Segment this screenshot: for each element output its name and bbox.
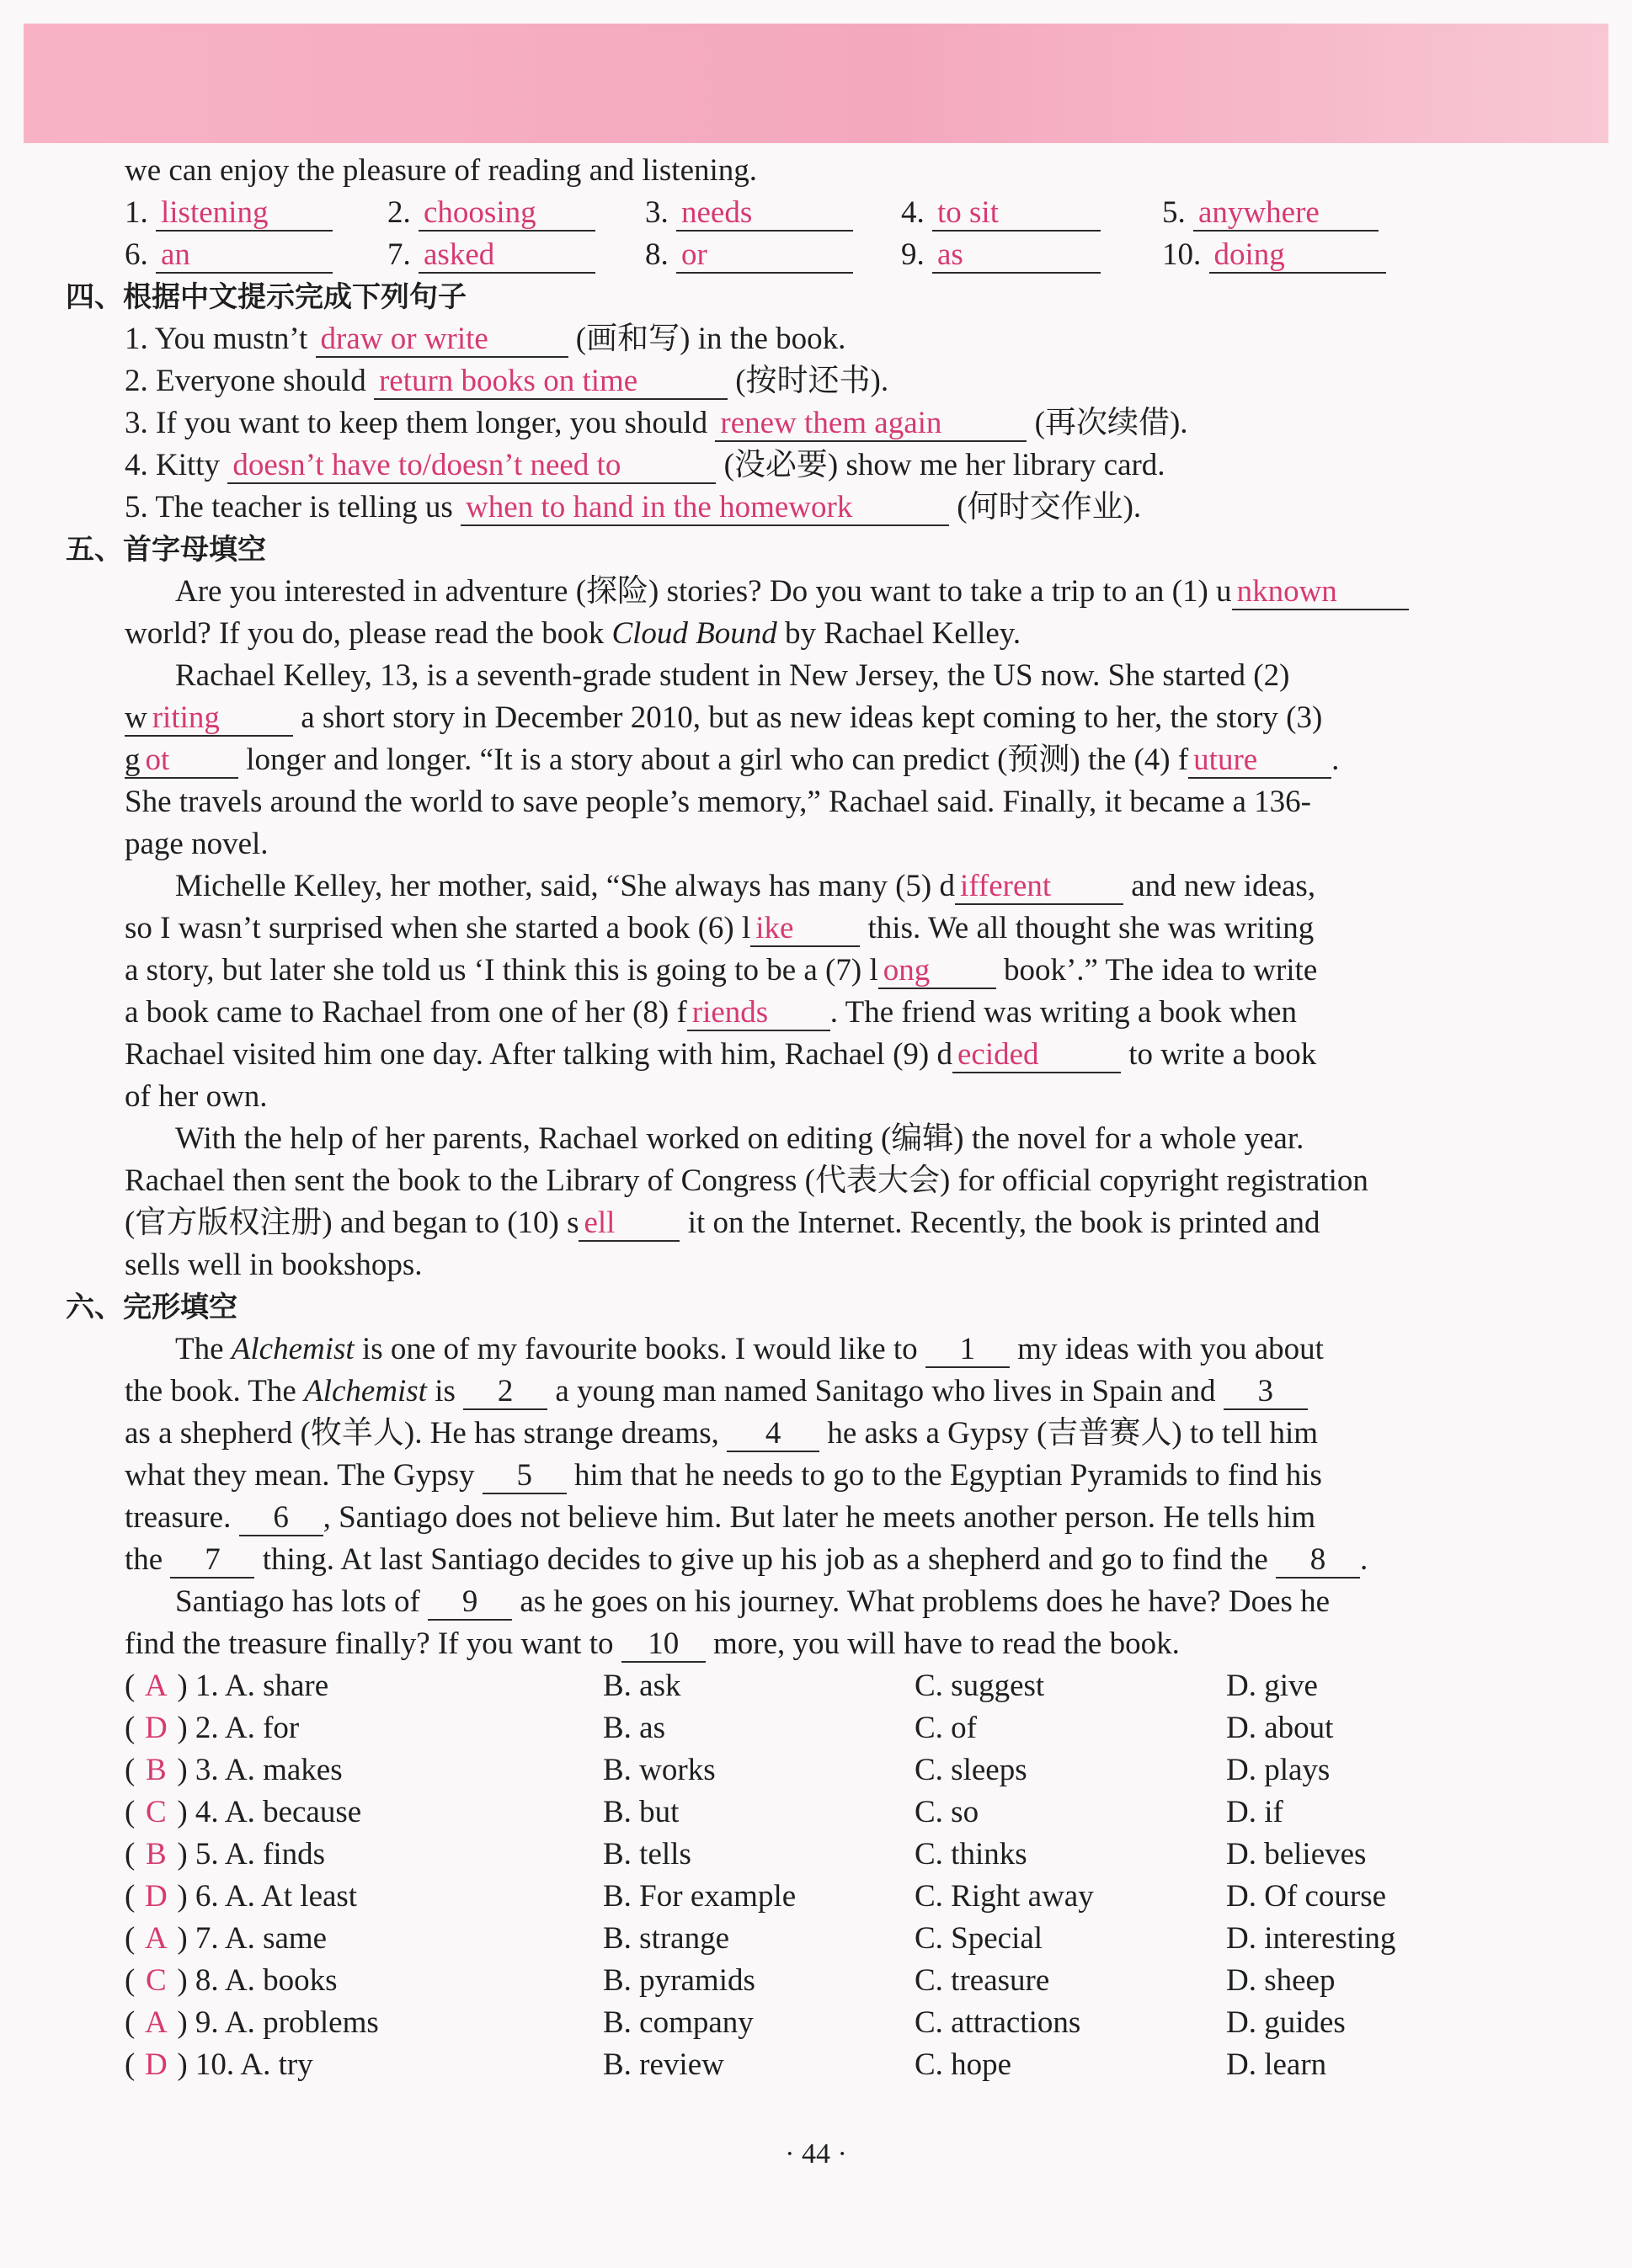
fill-blank: 10	[621, 1627, 706, 1663]
passage-line	[125, 1076, 1489, 1118]
answer-text: ecided	[957, 1037, 1039, 1072]
answer-text: anywhere	[1198, 195, 1320, 230]
text-span: is	[426, 1374, 464, 1408]
text-span: longer and longer. “It is a story about a girl who can predict (预测) the (4) f	[238, 743, 1189, 777]
text-span: thing. At last Santiago decides to give up his job as a shepherd and go to find the	[254, 1542, 1277, 1577]
text-span: C. treasure	[915, 1963, 1050, 1998]
text-span: and new ideas,	[1123, 869, 1316, 903]
text-span: . The friend was writing a book when	[829, 995, 1297, 1030]
text-span: ) 3. A. makes	[177, 1753, 343, 1787]
answer-item	[645, 192, 853, 234]
answer-text: riends	[691, 995, 769, 1030]
cloze-line	[125, 1371, 1489, 1413]
text-span: ( D ) 10. A. try	[125, 2044, 313, 2086]
text-span: D. about	[1226, 1711, 1334, 1745]
text-span: my ideas with you about	[1009, 1332, 1324, 1366]
text-span: ) 9. A. problems	[177, 2005, 379, 2040]
text-span: .	[1360, 1542, 1368, 1577]
fill-blank	[932, 196, 1101, 232]
text-span: D. believes	[1226, 1837, 1367, 1871]
answer-row-2	[125, 234, 1489, 276]
text-span: ( A ) 1. A. share	[125, 1665, 328, 1707]
text-span: we can enjoy the pleasure of reading and listening.	[125, 153, 758, 188]
text-span: C. attractions	[915, 2005, 1081, 2040]
fill-blank	[125, 743, 238, 779]
text-span: C. Special	[915, 1921, 1043, 1956]
text-span: D. guides	[1226, 2005, 1346, 2040]
fill-blank	[227, 449, 716, 484]
text-span: as he goes on his journey. What problems does he have? Does he	[512, 1584, 1331, 1619]
answer-text: ong	[883, 953, 931, 988]
text-span: of her own.	[125, 1079, 268, 1114]
answer-text: nknown	[1236, 574, 1337, 609]
passage-line	[125, 655, 1489, 697]
option-row	[125, 2044, 1489, 2086]
top-line	[125, 150, 1489, 192]
passage-line	[125, 950, 1489, 992]
text-span: ( D ) 6. A. At least	[125, 1876, 357, 1918]
option-row	[125, 1834, 1489, 1876]
passage-line	[125, 571, 1489, 613]
text-span: Cloud Bound	[611, 616, 777, 651]
passage-line	[125, 865, 1489, 908]
sentence-item	[125, 318, 1489, 360]
option-row	[125, 1707, 1489, 1749]
option-row	[125, 1876, 1489, 1918]
text-span: 4.	[901, 195, 925, 230]
text-span: 5.	[1162, 195, 1186, 230]
text-span: Michelle Kelley, her mother, said, “She always has many (5) d	[175, 869, 955, 903]
text-span: a young man named Sanitago who lives in Spain and	[547, 1374, 1224, 1408]
answer-item	[1162, 234, 1386, 276]
fill-blank	[687, 996, 830, 1031]
sentence-item	[125, 445, 1489, 487]
text-span: (画和写) in the book.	[568, 322, 846, 356]
text-span: 5. The teacher is telling us	[125, 490, 461, 524]
text-span: Alchemist	[231, 1332, 355, 1366]
option-row	[125, 1918, 1489, 1960]
fill-blank	[374, 365, 728, 400]
fill-blank	[419, 238, 595, 274]
answer-item	[387, 234, 595, 276]
answer-text: B	[145, 1837, 167, 1871]
option-row	[125, 1960, 1489, 2002]
text-span: D. sheep	[1226, 1963, 1336, 1998]
text-span: D. learn	[1226, 2047, 1327, 2082]
text-span: The	[175, 1332, 232, 1366]
fill-blank	[316, 322, 568, 358]
cloze-line	[125, 1581, 1489, 1623]
fill-blank	[156, 196, 333, 232]
text-span: to write a book	[1120, 1037, 1317, 1072]
text-span: ( C ) 4. A. because	[125, 1792, 361, 1834]
fill-blank	[156, 238, 333, 274]
text-span: (再次续借).	[1027, 406, 1188, 440]
text-span: Rachael then sent the book to the Library of Congress (代表大会) for official copyright registration	[125, 1163, 1368, 1198]
answer-text: to sit	[937, 195, 999, 230]
answer-text: A	[144, 2005, 168, 2040]
text-span: ) 7. A. same	[177, 1921, 328, 1956]
text-span: ) 4. A. because	[177, 1795, 362, 1829]
text-span: She travels around the world to save people’s memory,” Rachael said. Finally, it became a 136-	[125, 785, 1311, 819]
text-span: (何时交作业).	[949, 490, 1142, 524]
text-span: D. if	[1226, 1795, 1283, 1829]
answer-text: A	[144, 1921, 168, 1956]
answer-text: D	[144, 1711, 168, 1745]
text-span: Santiago has lots of	[175, 1584, 429, 1619]
passage-line	[125, 1034, 1489, 1076]
cloze-line	[125, 1623, 1489, 1665]
answer-text: choosing	[424, 195, 536, 230]
fill-blank: 5	[483, 1459, 567, 1494]
text-span: B. but	[603, 1795, 680, 1829]
text-span: B. tells	[603, 1837, 691, 1871]
text-span: D. interesting	[1226, 1921, 1396, 1956]
fill-blank: 4	[727, 1417, 819, 1452]
text-span: B. review	[603, 2047, 724, 2082]
text-span: a story, but later she told us ‘I think this is going to be a (7) l	[125, 953, 878, 988]
text-span: 1. You mustn’t	[125, 322, 316, 356]
worksheet-content	[66, 150, 1489, 2086]
passage-line	[125, 1202, 1489, 1244]
fill-blank: 2	[463, 1375, 547, 1410]
passage-line	[125, 697, 1489, 739]
page-number: · 44 ·	[785, 2138, 847, 2170]
text-span: book’.” The idea to write	[995, 953, 1318, 988]
text-span: With the help of her parents, Rachael worked on editing (编辑) the novel for a whole year.	[175, 1121, 1304, 1156]
answer-text: ot	[145, 743, 170, 777]
text-span: is one of my favourite books. I would like to	[354, 1332, 925, 1366]
answer-text: C	[145, 1963, 167, 1998]
answer-text: an	[161, 237, 190, 272]
cloze-line	[125, 1539, 1489, 1581]
fill-blank	[125, 701, 293, 737]
fill-blank	[676, 238, 853, 274]
answer-item	[1162, 192, 1379, 234]
passage-line	[125, 992, 1489, 1034]
fill-blank: 6	[239, 1501, 323, 1536]
fill-blank	[1193, 196, 1379, 232]
answer-text: ell	[584, 1206, 616, 1240]
passage-line	[125, 781, 1489, 823]
option-row	[125, 1749, 1489, 1792]
answer-row-1	[125, 192, 1489, 234]
text-span: 10.	[1162, 237, 1202, 272]
answer-item	[901, 192, 1101, 234]
passage-line	[125, 1160, 1489, 1202]
text-span: 五、首字母填空	[66, 533, 266, 567]
text-span: C. so	[915, 1795, 979, 1829]
option-row	[125, 1665, 1489, 1707]
text-span: ( B ) 5. A. finds	[125, 1834, 325, 1876]
text-span: ( B ) 3. A. makes	[125, 1749, 343, 1792]
text-span: 7.	[387, 237, 411, 272]
passage-line	[125, 908, 1489, 950]
answer-text: C	[145, 1795, 167, 1829]
text-span: by Rachael Kelley.	[776, 616, 1021, 651]
answer-text: draw or write	[320, 322, 488, 356]
fill-blank	[878, 954, 996, 989]
fill-blank	[1188, 743, 1331, 779]
text-span: 4. Kitty	[125, 448, 228, 482]
text-span: 6.	[125, 237, 148, 272]
answer-text: doesn’t have to/doesn’t need to	[232, 448, 621, 482]
text-span: C. sleeps	[915, 1753, 1027, 1787]
text-span: he asks a Gypsy (吉普赛人) to tell him	[819, 1416, 1319, 1451]
answer-item	[125, 234, 333, 276]
text-span: B. For example	[603, 1879, 797, 1914]
answer-text: needs	[681, 195, 753, 230]
text-span: B. ask	[603, 1669, 681, 1703]
text-span: ) 8. A. books	[177, 1963, 338, 1998]
answer-text: ike	[755, 911, 794, 945]
answer-text: or	[681, 237, 707, 272]
answer-item	[387, 192, 595, 234]
passage-line	[125, 1118, 1489, 1160]
text-span: C. Right away	[915, 1879, 1094, 1914]
section-heading-6	[66, 1286, 1489, 1328]
options-list	[125, 1665, 1489, 2086]
option-row	[125, 1792, 1489, 1834]
text-span: D. plays	[1226, 1753, 1331, 1787]
answer-text: return books on time	[378, 364, 638, 398]
text-span: world? If you do, please read the book	[125, 616, 612, 651]
text-span: the book. The	[125, 1374, 305, 1408]
fill-blank	[461, 491, 949, 526]
section-heading-4	[66, 276, 1489, 318]
text-span: treasure.	[125, 1500, 239, 1535]
fill-blank: 3	[1224, 1375, 1308, 1410]
answer-item	[125, 192, 333, 234]
text-span: , Santiago does not believe him. But later he meets another person. He tells him	[323, 1500, 1316, 1535]
answer-text: listening	[161, 195, 269, 230]
text-span: 3. If you want to keep them longer, you should	[125, 406, 716, 440]
cloze-line	[125, 1497, 1489, 1539]
text-span: Rachael Kelley, 13, is a seventh-grade student in New Jersey, the US now. She started (2)	[175, 658, 1290, 693]
text-span: (按时还书).	[727, 364, 889, 398]
text-span: B. strange	[603, 1921, 730, 1956]
answer-text: doing	[1213, 237, 1285, 272]
text-span: 8.	[645, 237, 669, 272]
text-span: C. of	[915, 1711, 977, 1745]
text-span: C. suggest	[915, 1669, 1045, 1703]
text-span: 四、根据中文提示完成下列句子	[66, 280, 467, 314]
text-span: so I wasn’t surprised when she started a book (6) l	[125, 911, 751, 945]
answer-text: when to hand in the homework	[466, 490, 853, 524]
fill-blank	[715, 407, 1027, 442]
text-span: what they mean. The Gypsy	[125, 1458, 483, 1493]
answer-text: D	[144, 2047, 168, 2082]
text-span: page novel.	[125, 827, 269, 861]
text-span: sells well in bookshops.	[125, 1248, 423, 1282]
answer-item	[901, 234, 1101, 276]
text-span: B. works	[603, 1753, 716, 1787]
passage-line: g ot longer and longer. “It is a story about a girl who can predict (预测) the (4) f uture .	[125, 743, 1340, 777]
passage-line	[125, 823, 1489, 865]
answer-text: D	[144, 1879, 168, 1914]
text-span: a book came to Rachael from one of her (8) f	[125, 995, 687, 1030]
fill-blank: 8	[1276, 1543, 1360, 1579]
text-span: 3.	[645, 195, 669, 230]
text-span: (没必要) show me her library card.	[716, 448, 1165, 482]
text-span: the	[125, 1542, 171, 1577]
fill-blank	[750, 912, 860, 947]
text-span: ) 10. A. try	[177, 2047, 313, 2082]
answer-text: as	[937, 237, 963, 272]
fill-blank: 7	[170, 1543, 254, 1579]
option-row	[125, 2002, 1489, 2044]
text-span: 2. Everyone should	[125, 364, 374, 398]
text-span: w	[125, 700, 147, 735]
text-span: as a shepherd (牧羊人). He has strange dreams,	[125, 1416, 728, 1451]
answer-text: riting	[152, 700, 220, 735]
text-span: Alchemist	[304, 1374, 427, 1408]
text-span: B. as	[603, 1711, 665, 1745]
cloze-line	[125, 1455, 1489, 1497]
fill-blank	[1232, 575, 1409, 610]
text-span: 9.	[901, 237, 925, 272]
fill-blank	[955, 870, 1123, 905]
sentence-item	[125, 360, 1489, 402]
answer-text: uture	[1193, 743, 1258, 777]
text-span: ) 1. A. share	[177, 1669, 329, 1703]
text-span: D. give	[1226, 1669, 1318, 1703]
text-span: ( C ) 8. A. books	[125, 1960, 337, 2002]
text-span: g	[125, 743, 141, 777]
text-span: ) 6. A. At least	[177, 1879, 358, 1914]
fill-blank	[579, 1206, 680, 1242]
text-span: (官方版权注册) and began to (10) s	[125, 1206, 579, 1240]
text-span: ) 2. A. for	[177, 1711, 300, 1745]
answer-text: renew them again	[720, 406, 942, 440]
fill-blank	[952, 1038, 1121, 1073]
text-span: ) 5. A. finds	[177, 1837, 326, 1871]
sentence-item	[125, 487, 1489, 529]
cloze-line	[125, 1328, 1489, 1371]
passage-line	[125, 613, 1489, 655]
fill-blank	[676, 196, 853, 232]
header-banner	[24, 24, 1608, 143]
sentence-item	[125, 402, 1489, 445]
fill-blank	[1209, 238, 1386, 274]
text-span: more, you will have to read the book.	[705, 1626, 1180, 1661]
fill-blank: 9	[428, 1585, 512, 1621]
text-span: Are you interested in adventure (探险) stories? Do you want to take a trip to an (1) u	[175, 574, 1232, 609]
text-span: B. company	[603, 2005, 754, 2040]
text-span: D. Of course	[1226, 1879, 1387, 1914]
cloze-line	[125, 1413, 1489, 1455]
text-span: ( A ) 7. A. same	[125, 1918, 327, 1960]
text-span: B. pyramids	[603, 1963, 755, 1998]
text-span: ( A ) 9. A. problems	[125, 2002, 379, 2044]
text-span: Rachael visited him one day. After talking with him, Rachael (9) d	[125, 1037, 952, 1072]
text-span: 六、完形填空	[66, 1291, 237, 1324]
answer-text: B	[145, 1753, 167, 1787]
text-span: this. We all thought she was writing	[860, 911, 1315, 945]
text-span: ( D ) 2. A. for	[125, 1707, 299, 1749]
text-span: him that he needs to go to the Egyptian Pyramids to find his	[566, 1458, 1322, 1493]
text-span: 2.	[387, 195, 411, 230]
text-span: it on the Internet. Recently, the book is printed and	[680, 1206, 1320, 1240]
section-heading-5	[66, 529, 1489, 571]
text-span: 1.	[125, 195, 148, 230]
answer-text: asked	[424, 237, 495, 272]
text-span: C. hope	[915, 2047, 1012, 2082]
fill-blank	[932, 238, 1101, 274]
answer-text: ifferent	[959, 869, 1052, 903]
answer-item	[645, 234, 853, 276]
passage-line	[125, 1244, 1489, 1286]
text-span: a short story in December 2010, but as new ideas kept coming to her, the story (3)	[293, 700, 1323, 735]
text-span: C. thinks	[915, 1837, 1027, 1871]
fill-blank	[419, 196, 595, 232]
text-span: find the treasure finally? If you want to	[125, 1626, 621, 1661]
answer-text: A	[144, 1669, 168, 1703]
fill-blank: 1	[925, 1333, 1010, 1368]
